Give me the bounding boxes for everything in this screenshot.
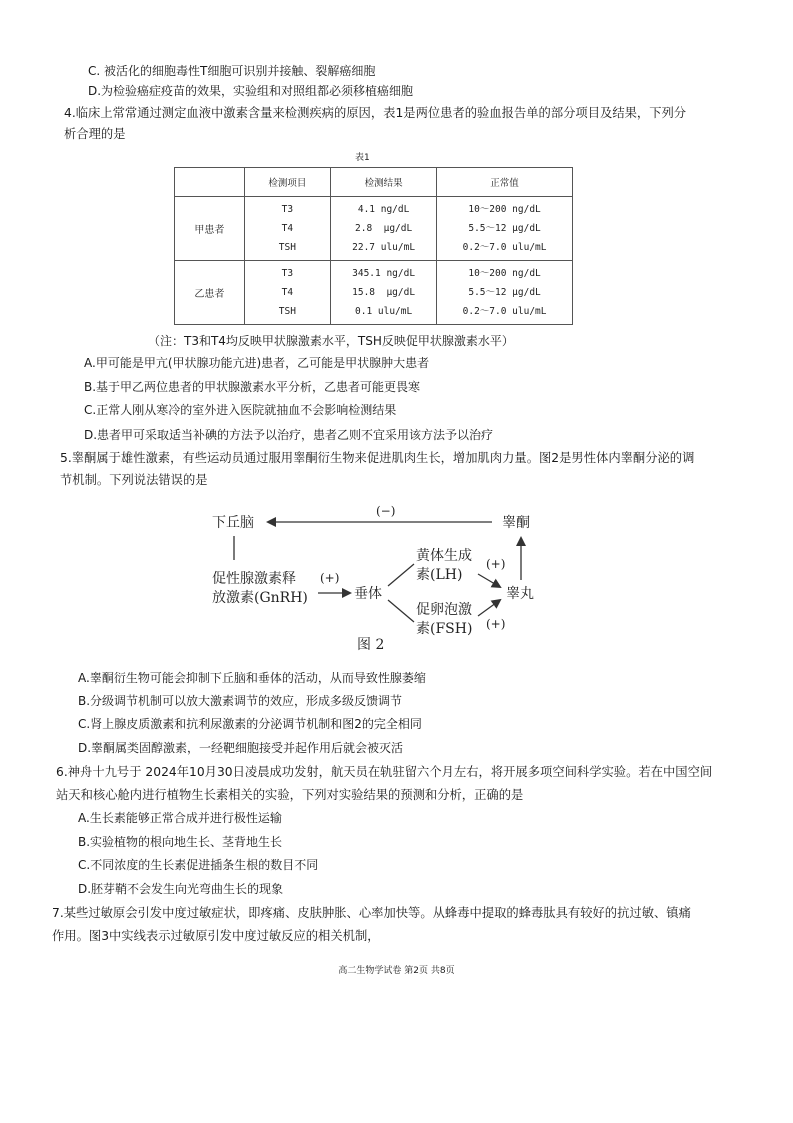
- q6-option-c: C.不同浓度的生长素促进插条生根的数目不同: [78, 858, 319, 872]
- patient-yi-result: 345.1 ng/dL: [352, 268, 416, 279]
- node-fsh-line1: 促卵泡激: [416, 602, 472, 618]
- patient-jia-normals: [437, 197, 573, 261]
- patient-jia-normal: 0.2～7.0 ulu/mL: [462, 242, 547, 253]
- label-plus-gnrh: (+): [320, 571, 340, 585]
- table1-header-result: 检测结果: [331, 168, 437, 197]
- patient-jia-name: 甲患者: [175, 197, 245, 261]
- node-lh-line1: 黄体生成: [416, 548, 472, 564]
- patient-yi-normal: 5.5～12 μg/dL: [468, 287, 541, 298]
- patient-jia-result: 4.1 ng/dL: [357, 204, 410, 215]
- node-hypothalamus: 下丘脑: [212, 515, 254, 531]
- patient-jia-results: [331, 197, 437, 261]
- patient-yi-normals: [437, 261, 573, 325]
- patient-yi-results: [331, 261, 437, 325]
- q4-option-c: C.正常人刚从寒冷的室外进入医院就抽血不会影响检测结果: [84, 403, 397, 417]
- q6-option-d: D.胚芽鞘不会发生向光弯曲生长的现象: [78, 882, 284, 896]
- node-pituitary: 垂体: [354, 586, 382, 602]
- line-pituitary-to-lh: [388, 564, 414, 586]
- q4-option-a: A.甲可能是甲亢(甲状腺功能亢进)患者，乙可能是甲状腺肿大患者: [84, 356, 430, 370]
- q3-option-c: C. 被活化的细胞毒性T细胞可识别并接触、裂解癌细胞: [88, 64, 376, 78]
- table1-header-row: [175, 168, 573, 197]
- patient-jia-result: 2.8 μg/dL: [355, 223, 413, 234]
- patient-jia-normal: 10～200 ng/dL: [468, 204, 541, 215]
- node-testosterone: 睾酮: [502, 515, 530, 531]
- q6-stem-line2: 站天和核心舱内进行植物生长素相关的实验，下列对实验结果的预测和分析，正确的是: [56, 788, 524, 802]
- table1-header-item: 检测项目: [244, 168, 330, 197]
- patient-yi-item: T4: [281, 287, 294, 298]
- table1-note: （注：T3和T4均反映甲状腺激素水平，TSH反映促甲状腺激素水平）: [148, 334, 514, 348]
- table1-header-blank: [175, 168, 245, 197]
- q7-stem-line1: 7.某些过敏原会引发中度过敏症状，即疼痛、皮肤肿胀、心率加快等。从蜂毒中提取的蜂毒肽具有较好的抗过敏、镇痛: [52, 906, 691, 920]
- q5-option-d: D.睾酮属类固醇激素，一经靶细胞接受并起作用后就会被灭活: [78, 741, 404, 755]
- q6-option-a: A.生长素能够正常合成并进行极性运输: [78, 811, 282, 825]
- q5-option-c: C.肾上腺皮质激素和抗利尿激素的分泌调节机制和图2的完全相同: [78, 717, 422, 731]
- q4-stem-line1: 4.临床上常常通过测定血液中激素含量来检测疾病的原因，表1是两位患者的验血报告单的部分项目及结果，下列分: [64, 106, 687, 120]
- node-gnrh-line2: 放激素(GnRH): [212, 590, 308, 606]
- label-plus-lh: (+): [486, 557, 506, 571]
- q5-option-a: A.睾酮衍生物可能会抑制下丘脑和垂体的活动，从而导致性腺萎缩: [78, 671, 426, 685]
- patient-yi-normal: 0.2～7.0 ulu/mL: [462, 306, 547, 317]
- patient-jia-item: TSH: [278, 242, 296, 253]
- q4-stem-line2: 析合理的是: [64, 127, 126, 141]
- q7-stem-line2: 作用。图3中实线表示过敏原引发中度过敏反应的相关机制，: [52, 929, 380, 943]
- q4-option-b: B.基于甲乙两位患者的甲状腺激素水平分析，乙患者可能更畏寒: [84, 380, 421, 394]
- q5-stem-line1: 5.睾酮属于雄性激素，有些运动员通过服用睾酮衍生物来促进肌肉生长，增加肌肉力量。图2是男性体内睾酮分泌的调: [60, 451, 695, 465]
- label-plus-fsh: (+): [486, 617, 506, 631]
- table1-header-normal: 正常值: [437, 168, 573, 197]
- q5-option-b: B.分级调节机制可以放大激素调节的效应，形成多级反馈调节: [78, 694, 403, 708]
- patient-yi-result: 15.8 μg/dL: [352, 287, 416, 298]
- patient-jia-items: [244, 197, 330, 261]
- node-fsh-line2: 素(FSH): [416, 621, 473, 637]
- q5-stem-line2: 节机制。下列说法错误的是: [60, 473, 208, 487]
- q6-option-b: B.实验植物的根向地生长、茎背地生长: [78, 835, 283, 849]
- line-pituitary-to-fsh: [388, 600, 414, 622]
- patient-jia-item: T3: [281, 204, 294, 215]
- page-footer: 高二生物学试卷 第2页 共8页: [338, 966, 455, 976]
- label-negative-feedback: (−): [376, 504, 396, 518]
- patient-yi-name: 乙患者: [175, 261, 245, 325]
- q3-option-d: D.为检验癌症疫苗的效果，实验组和对照组都必须移植癌细胞: [88, 84, 414, 98]
- patient-yi-item: TSH: [278, 306, 296, 317]
- arrow-fsh-to-testis: [478, 600, 500, 616]
- table1-caption: 表1: [355, 153, 370, 163]
- patient-jia-result: 22.7 ulu/mL: [352, 242, 416, 253]
- patient-jia-item: T4: [281, 223, 294, 234]
- node-lh-line2: 素(LH): [416, 567, 463, 583]
- node-gnrh-line1: 促性腺激素释: [212, 571, 296, 587]
- patient-yi-normal: 10～200 ng/dL: [468, 268, 541, 279]
- arrow-lh-to-testis: [478, 574, 500, 587]
- table1-row-patient-yi: [175, 261, 573, 325]
- table1-row-patient-jia: [175, 197, 573, 261]
- node-testis: 睾丸: [506, 586, 534, 602]
- figure2-caption: 图 2: [357, 637, 385, 653]
- patient-yi-items: [244, 261, 330, 325]
- figure2-diagram: [0, 490, 793, 660]
- patient-jia-normal: 5.5～12 μg/dL: [468, 223, 541, 234]
- patient-yi-item: T3: [281, 268, 294, 279]
- q6-stem-line1: 6.神舟十九号于 2024年10月30日凌晨成功发射，航天员在轨驻留六个月左右，将开展多项空间科学实验。若在中国空间: [56, 765, 713, 779]
- patient-yi-result: 0.1 ulu/mL: [355, 306, 413, 317]
- table1: [174, 167, 573, 325]
- q4-option-d: D.患者甲可采取适当补碘的方法予以治疗，患者乙则不宜采用该方法予以治疗: [84, 428, 494, 442]
